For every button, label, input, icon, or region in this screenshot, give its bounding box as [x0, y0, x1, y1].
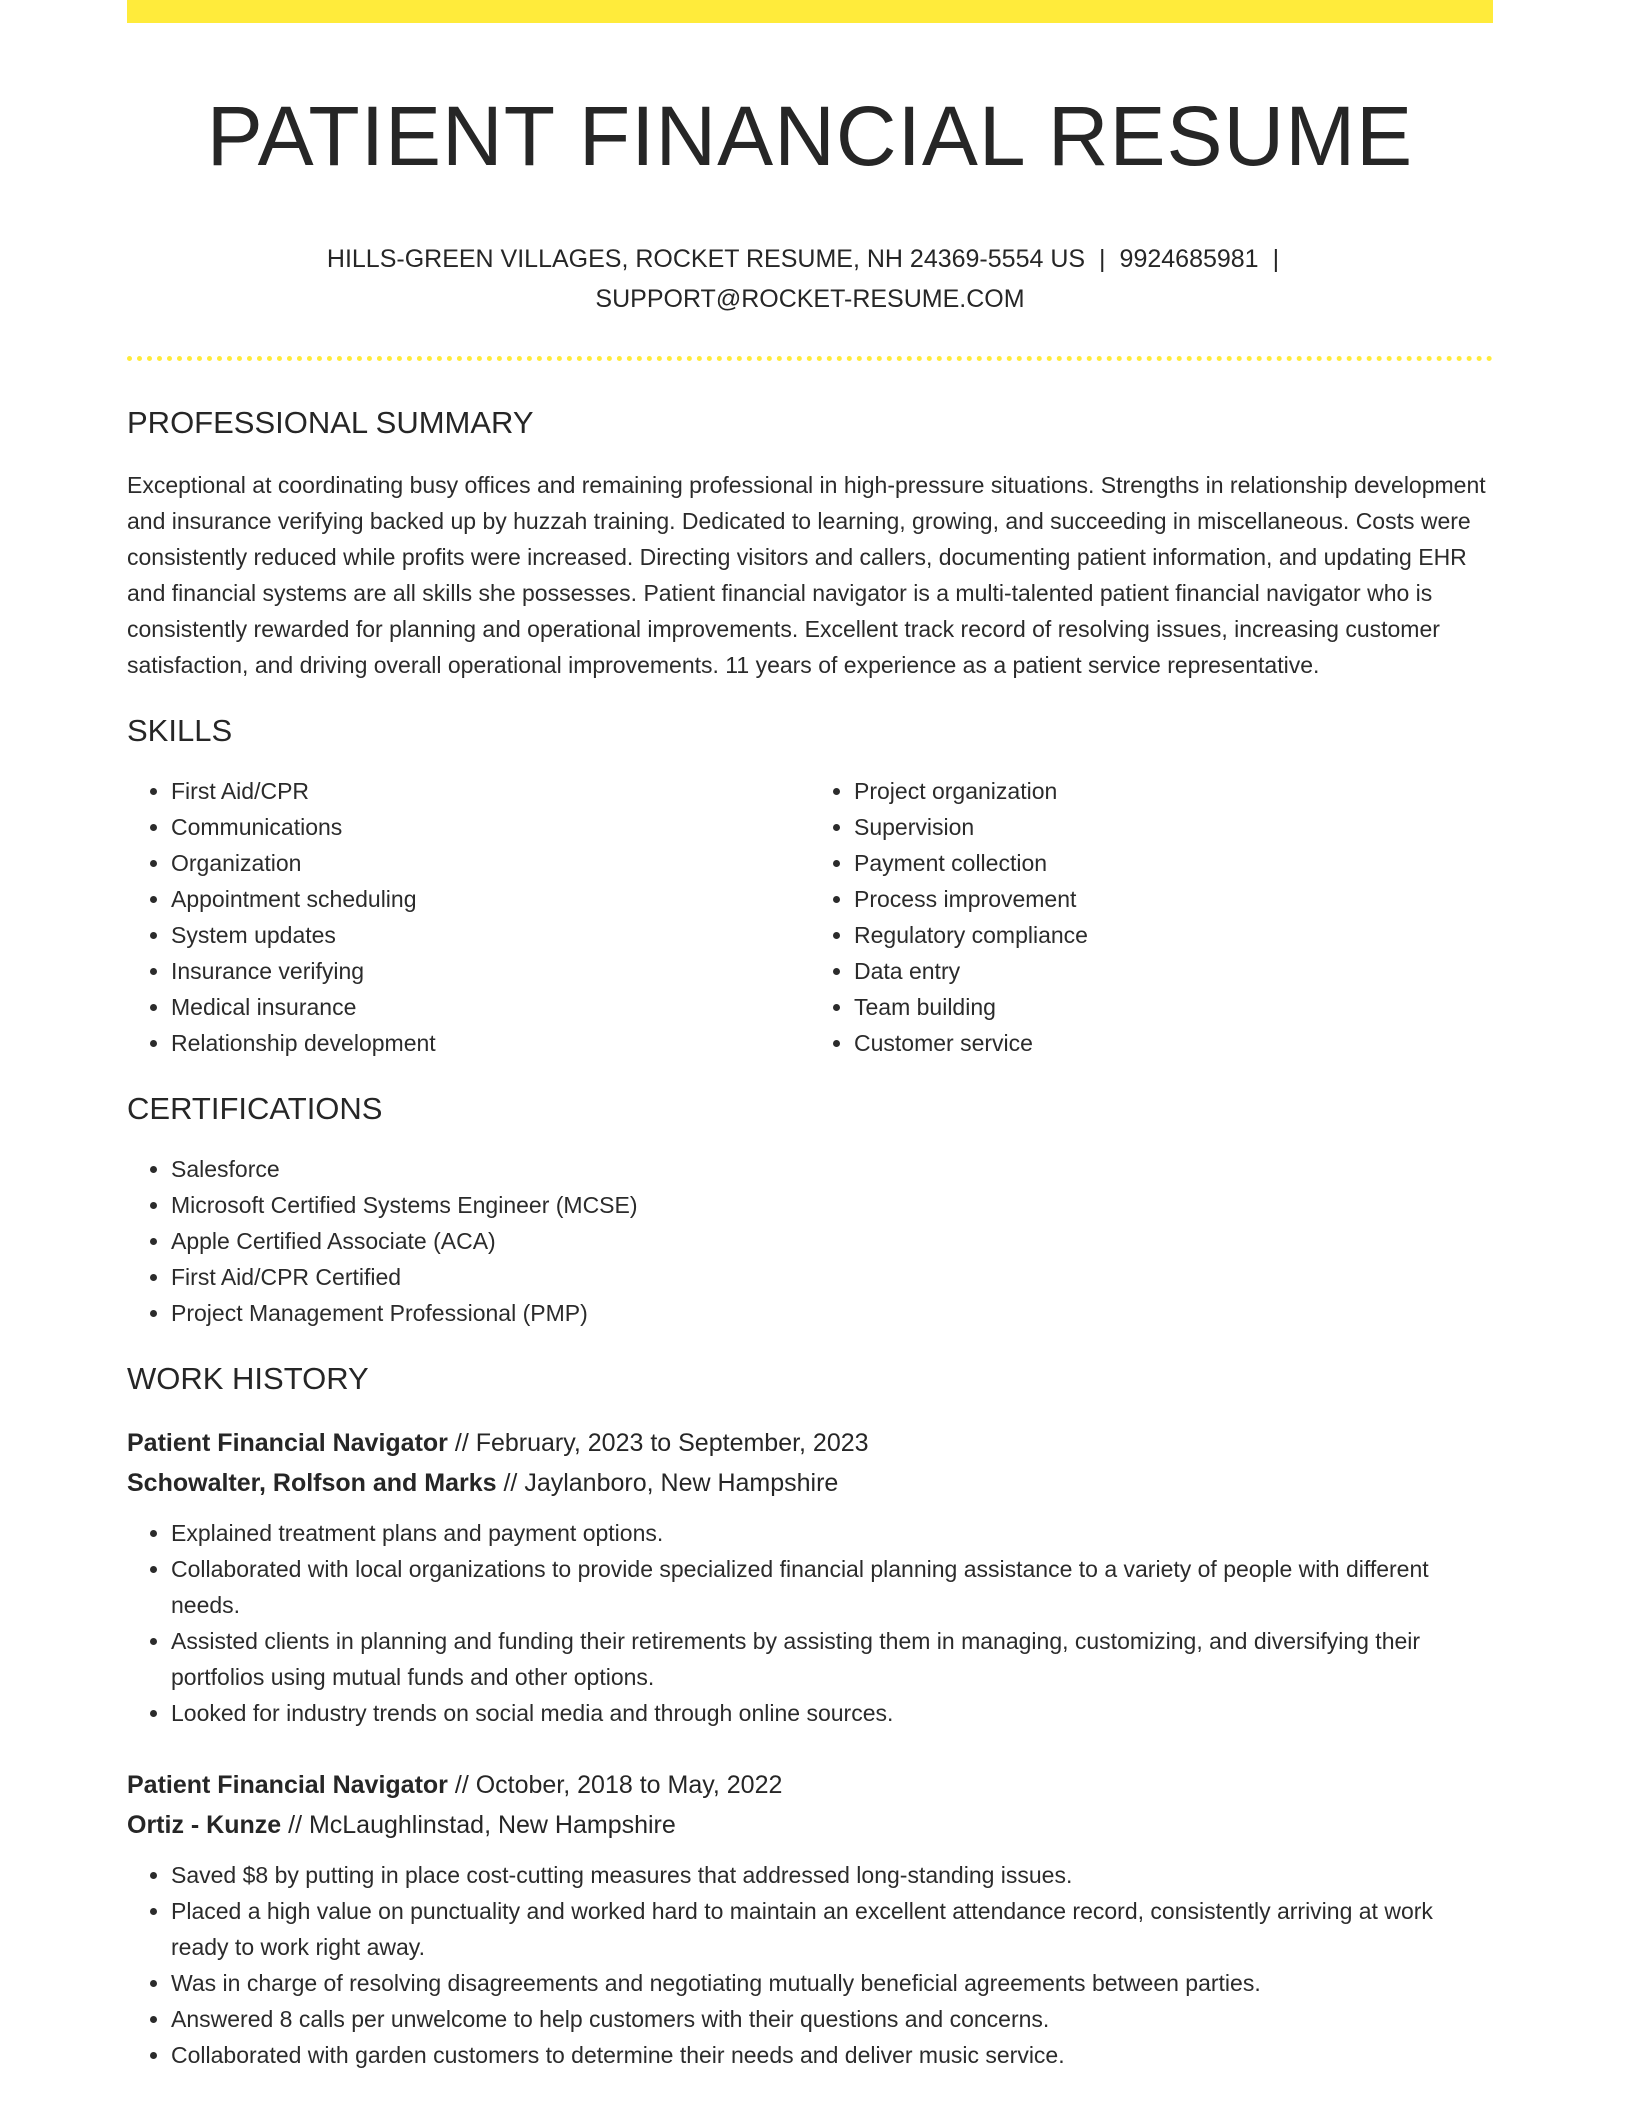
skill-item: • Project organization	[854, 773, 1493, 809]
skill-item: • Insurance verifying	[171, 953, 810, 989]
job-role-line	[127, 1765, 1493, 1805]
skill-item: • First Aid/CPR	[171, 773, 810, 809]
job-company-line	[127, 1805, 1493, 1845]
skill-item: • Appointment scheduling	[171, 881, 810, 917]
contact-separator: |	[1099, 244, 1106, 273]
job-company: Schowalter, Rolfson and Marks	[127, 1468, 497, 1497]
contact-line-1	[127, 239, 1493, 279]
contact-separator: |	[1272, 244, 1280, 273]
job-bullet: • Collaborated with local organizations to provide specialized financial planning assistance to a variety of people with different needs.	[171, 1551, 1493, 1623]
summary-text: Exceptional at coordinating busy offices and remaining professional in high-pressure situations. Strengths in relationship development and insurance verifying backed up by huzzah training. Dedicated to learning, growing, and succeeding in miscellaneous. Costs were consistently reduced while profits were increased. Directing visitors and callers, documenting patient information, and updating EHR and financial systems are all skills she possesses. Patient financial navigator is a multi-talented patient financial navigator who is consistently rewarded for planning and operational improvements. Excellent track record of resolving issues, increasing customer satisfaction, and driving overall operational improvements. 11 years of experience as a patient service representative.	[127, 471, 1486, 678]
job-entry	[127, 1423, 1493, 1731]
resume-page	[127, 0, 1493, 2073]
skill-item: • Supervision	[854, 809, 1493, 845]
skill-item: • Regulatory compliance	[854, 917, 1493, 953]
skill-item: • Process improvement	[854, 881, 1493, 917]
skill-item: • Data entry	[854, 953, 1493, 989]
dotted-divider	[127, 356, 1493, 361]
skills-list-left	[127, 773, 810, 1061]
certification-item: • Apple Certified Associate (ACA)	[171, 1223, 1493, 1259]
job-bullets	[127, 1857, 1493, 2073]
job-entry	[127, 1765, 1493, 2073]
job-bullet: • Saved $8 by putting in place cost-cutting measures that addressed long-standing issues.	[171, 1857, 1493, 1893]
certification-item: • First Aid/CPR Certified	[171, 1259, 1493, 1295]
skill-item: • Medical insurance	[171, 989, 810, 1025]
job-bullet: • Placed a high value on punctuality and worked hard to maintain an excellent attendance record, consistently arriving at work ready to work right away.	[171, 1893, 1493, 1965]
skills-list-right	[810, 773, 1493, 1061]
skill-item: • Payment collection	[854, 845, 1493, 881]
skill-item: • Customer service	[854, 1025, 1493, 1061]
certification-item: • Microsoft Certified Systems Engineer (MCSE)	[171, 1187, 1493, 1223]
job-dates: // October, 2018 to May, 2022	[447, 1770, 783, 1799]
job-dates: // February, 2023 to September, 2023	[447, 1428, 869, 1457]
job-role-line	[127, 1423, 1493, 1463]
contact-line-2	[127, 279, 1493, 319]
job-bullet: • Explained treatment plans and payment options.	[171, 1515, 1493, 1551]
job-bullets	[127, 1515, 1493, 1731]
job-role: Patient Financial Navigator	[127, 1428, 448, 1457]
certification-item: • Project Management Professional (PMP)	[171, 1295, 1493, 1331]
job-location: // McLaughlinstad, New Hampshire	[281, 1810, 676, 1839]
job-location: // Jaylanboro, New Hampshire	[496, 1468, 839, 1497]
certifications-heading: CERTIFICATIONS	[127, 1090, 383, 1126]
work-history-heading: WORK HISTORY	[127, 1360, 369, 1396]
contact-info	[127, 239, 1493, 319]
resume-title: PATIENT FINANCIAL RESUME	[206, 89, 1414, 183]
job-bullet: • Answered 8 calls per unwelcome to help customers with their questions and concerns.	[171, 2001, 1493, 2037]
job-bullet: • Was in charge of resolving disagreements and negotiating mutually beneficial agreements between parties.	[171, 1965, 1493, 2001]
skills-columns	[127, 773, 1493, 1061]
skills-heading: SKILLS	[127, 712, 233, 748]
skill-item: • System updates	[171, 917, 810, 953]
skill-item: • Team building	[854, 989, 1493, 1025]
job-bullet: • Collaborated with garden customers to determine their needs and deliver music service.	[171, 2037, 1493, 2073]
job-company: Ortiz - Kunze	[127, 1810, 282, 1839]
certifications-list	[127, 1151, 1493, 1331]
address: HILLS-GREEN VILLAGES, ROCKET RESUME, NH 24369-5554 US	[326, 244, 1086, 273]
summary-heading: PROFESSIONAL SUMMARY	[127, 404, 534, 440]
skill-item: • Communications	[171, 809, 810, 845]
job-role: Patient Financial Navigator	[127, 1770, 448, 1799]
job-bullet: • Assisted clients in planning and funding their retirements by assisting them in managing, customizing, and diversifying their portfolios using mutual funds and other options.	[171, 1623, 1493, 1695]
phone: 9924685981	[1119, 244, 1259, 273]
job-bullet: • Looked for industry trends on social media and through online sources.	[171, 1695, 1493, 1731]
job-company-line	[127, 1463, 1493, 1503]
skill-item: • Relationship development	[171, 1025, 810, 1061]
accent-bar	[127, 0, 1493, 23]
email: SUPPORT@ROCKET-RESUME.COM	[595, 284, 1025, 313]
skill-item: • Organization	[171, 845, 810, 881]
certification-item: • Salesforce	[171, 1151, 1493, 1187]
